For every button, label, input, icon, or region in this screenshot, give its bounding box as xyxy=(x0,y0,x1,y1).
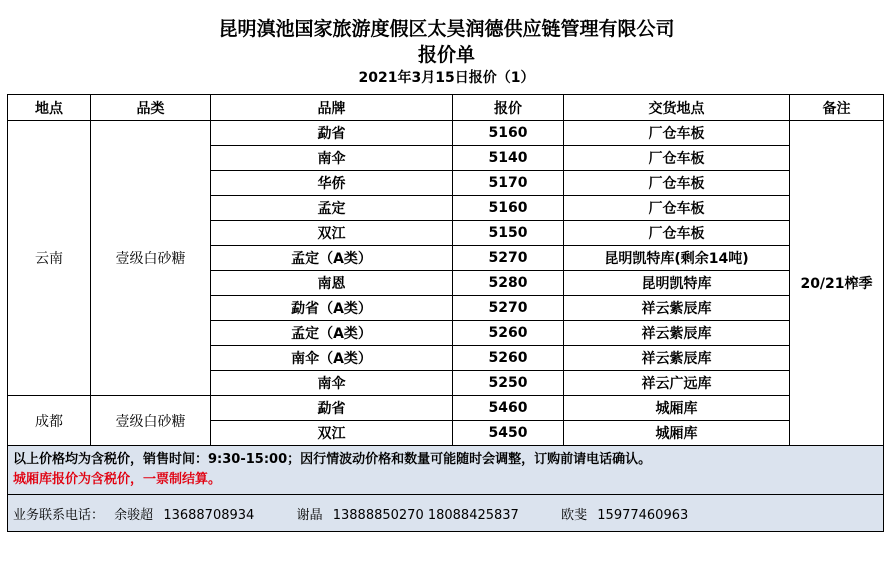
price-cell: 5270 xyxy=(453,246,564,271)
category-cell: 壹级白砂糖 xyxy=(91,396,211,446)
brand-cell: 勐省 xyxy=(211,121,453,146)
table-row xyxy=(8,121,884,146)
brand-cell: 双江 xyxy=(211,421,453,446)
notes-row xyxy=(8,446,884,495)
remark-cell: 20/21榨季 xyxy=(790,121,884,446)
delivery-cell: 厂仓车板 xyxy=(564,196,790,221)
price-cell: 5140 xyxy=(453,146,564,171)
brand-cell: 孟定 xyxy=(211,196,453,221)
contact-name: 余骏超 xyxy=(114,507,154,523)
brand-cell: 南伞 xyxy=(211,371,453,396)
price-note: 以上价格均为含税价，销售时间：9:30-15:00；因行情波动价格和数量可能随时会调整，订购前请电话确认。 xyxy=(13,452,652,467)
location-cell: 成都 xyxy=(8,396,91,446)
delivery-cell: 厂仓车板 xyxy=(564,146,790,171)
column-header-delivery: 交货地点 xyxy=(564,95,790,121)
price-cell: 5280 xyxy=(453,271,564,296)
delivery-cell: 城厢库 xyxy=(564,421,790,446)
notes-block xyxy=(8,446,884,495)
delivery-cell: 昆明凯特库 xyxy=(564,271,790,296)
location-cell: 云南 xyxy=(8,121,91,396)
column-header-category: 品类 xyxy=(91,95,211,121)
contact-label: 业务联系电话： xyxy=(13,507,105,523)
brand-cell: 华侨 xyxy=(211,171,453,196)
delivery-cell: 厂仓车板 xyxy=(564,221,790,246)
column-header-remark: 备注 xyxy=(790,95,884,121)
price-cell: 5450 xyxy=(453,421,564,446)
delivery-cell: 祥云广远库 xyxy=(564,371,790,396)
delivery-cell: 厂仓车板 xyxy=(564,121,790,146)
price-cell: 5170 xyxy=(453,171,564,196)
price-cell: 5260 xyxy=(453,346,564,371)
contact-row xyxy=(8,495,884,532)
delivery-cell: 祥云紫辰库 xyxy=(564,321,790,346)
delivery-cell: 昆明凯特库(剩余14吨) xyxy=(564,246,790,271)
company-name: 昆明滇池国家旅游度假区太昊润德供应链管理有限公司 xyxy=(218,18,675,40)
quote-date: 2021年3月15日报价（1） xyxy=(358,70,535,86)
table-header-row xyxy=(8,95,884,121)
price-cell: 5260 xyxy=(453,321,564,346)
price-cell: 5160 xyxy=(453,121,564,146)
delivery-cell: 城厢库 xyxy=(564,396,790,421)
brand-cell: 勐省 xyxy=(211,396,453,421)
contact-name: 谢晶 xyxy=(296,507,323,523)
brand-cell: 孟定（A类） xyxy=(211,246,453,271)
column-header-location: 地点 xyxy=(8,95,91,121)
brand-cell: 南伞 xyxy=(211,146,453,171)
contact-block xyxy=(8,495,884,532)
brand-cell: 南恩 xyxy=(211,271,453,296)
price-cell: 5160 xyxy=(453,196,564,221)
brand-cell: 双江 xyxy=(211,221,453,246)
price-table xyxy=(7,94,884,532)
column-header-brand: 品牌 xyxy=(211,95,453,121)
brand-cell: 勐省（A类） xyxy=(211,296,453,321)
brand-cell: 孟定（A类） xyxy=(211,321,453,346)
column-header-price: 报价 xyxy=(453,95,564,121)
price-cell: 5250 xyxy=(453,371,564,396)
category-cell: 壹级白砂糖 xyxy=(91,121,211,396)
delivery-cell: 厂仓车板 xyxy=(564,171,790,196)
contact-name: 欧斐 xyxy=(561,507,588,523)
settlement-note: 城厢库报价为含税价，一票制结算。 xyxy=(13,472,222,487)
price-cell: 5270 xyxy=(453,296,564,321)
contact-phone: 13888850270 18088425837 xyxy=(332,507,519,523)
contact-phone: 15977460963 xyxy=(597,507,689,523)
document-title: 报价单 xyxy=(417,44,475,66)
price-cell: 5150 xyxy=(453,221,564,246)
contact-phone: 13688708934 xyxy=(163,507,255,523)
table-row xyxy=(8,396,884,421)
delivery-cell: 祥云紫辰库 xyxy=(564,296,790,321)
brand-cell: 南伞（A类） xyxy=(211,346,453,371)
price-cell: 5460 xyxy=(453,396,564,421)
delivery-cell: 祥云紫辰库 xyxy=(564,346,790,371)
